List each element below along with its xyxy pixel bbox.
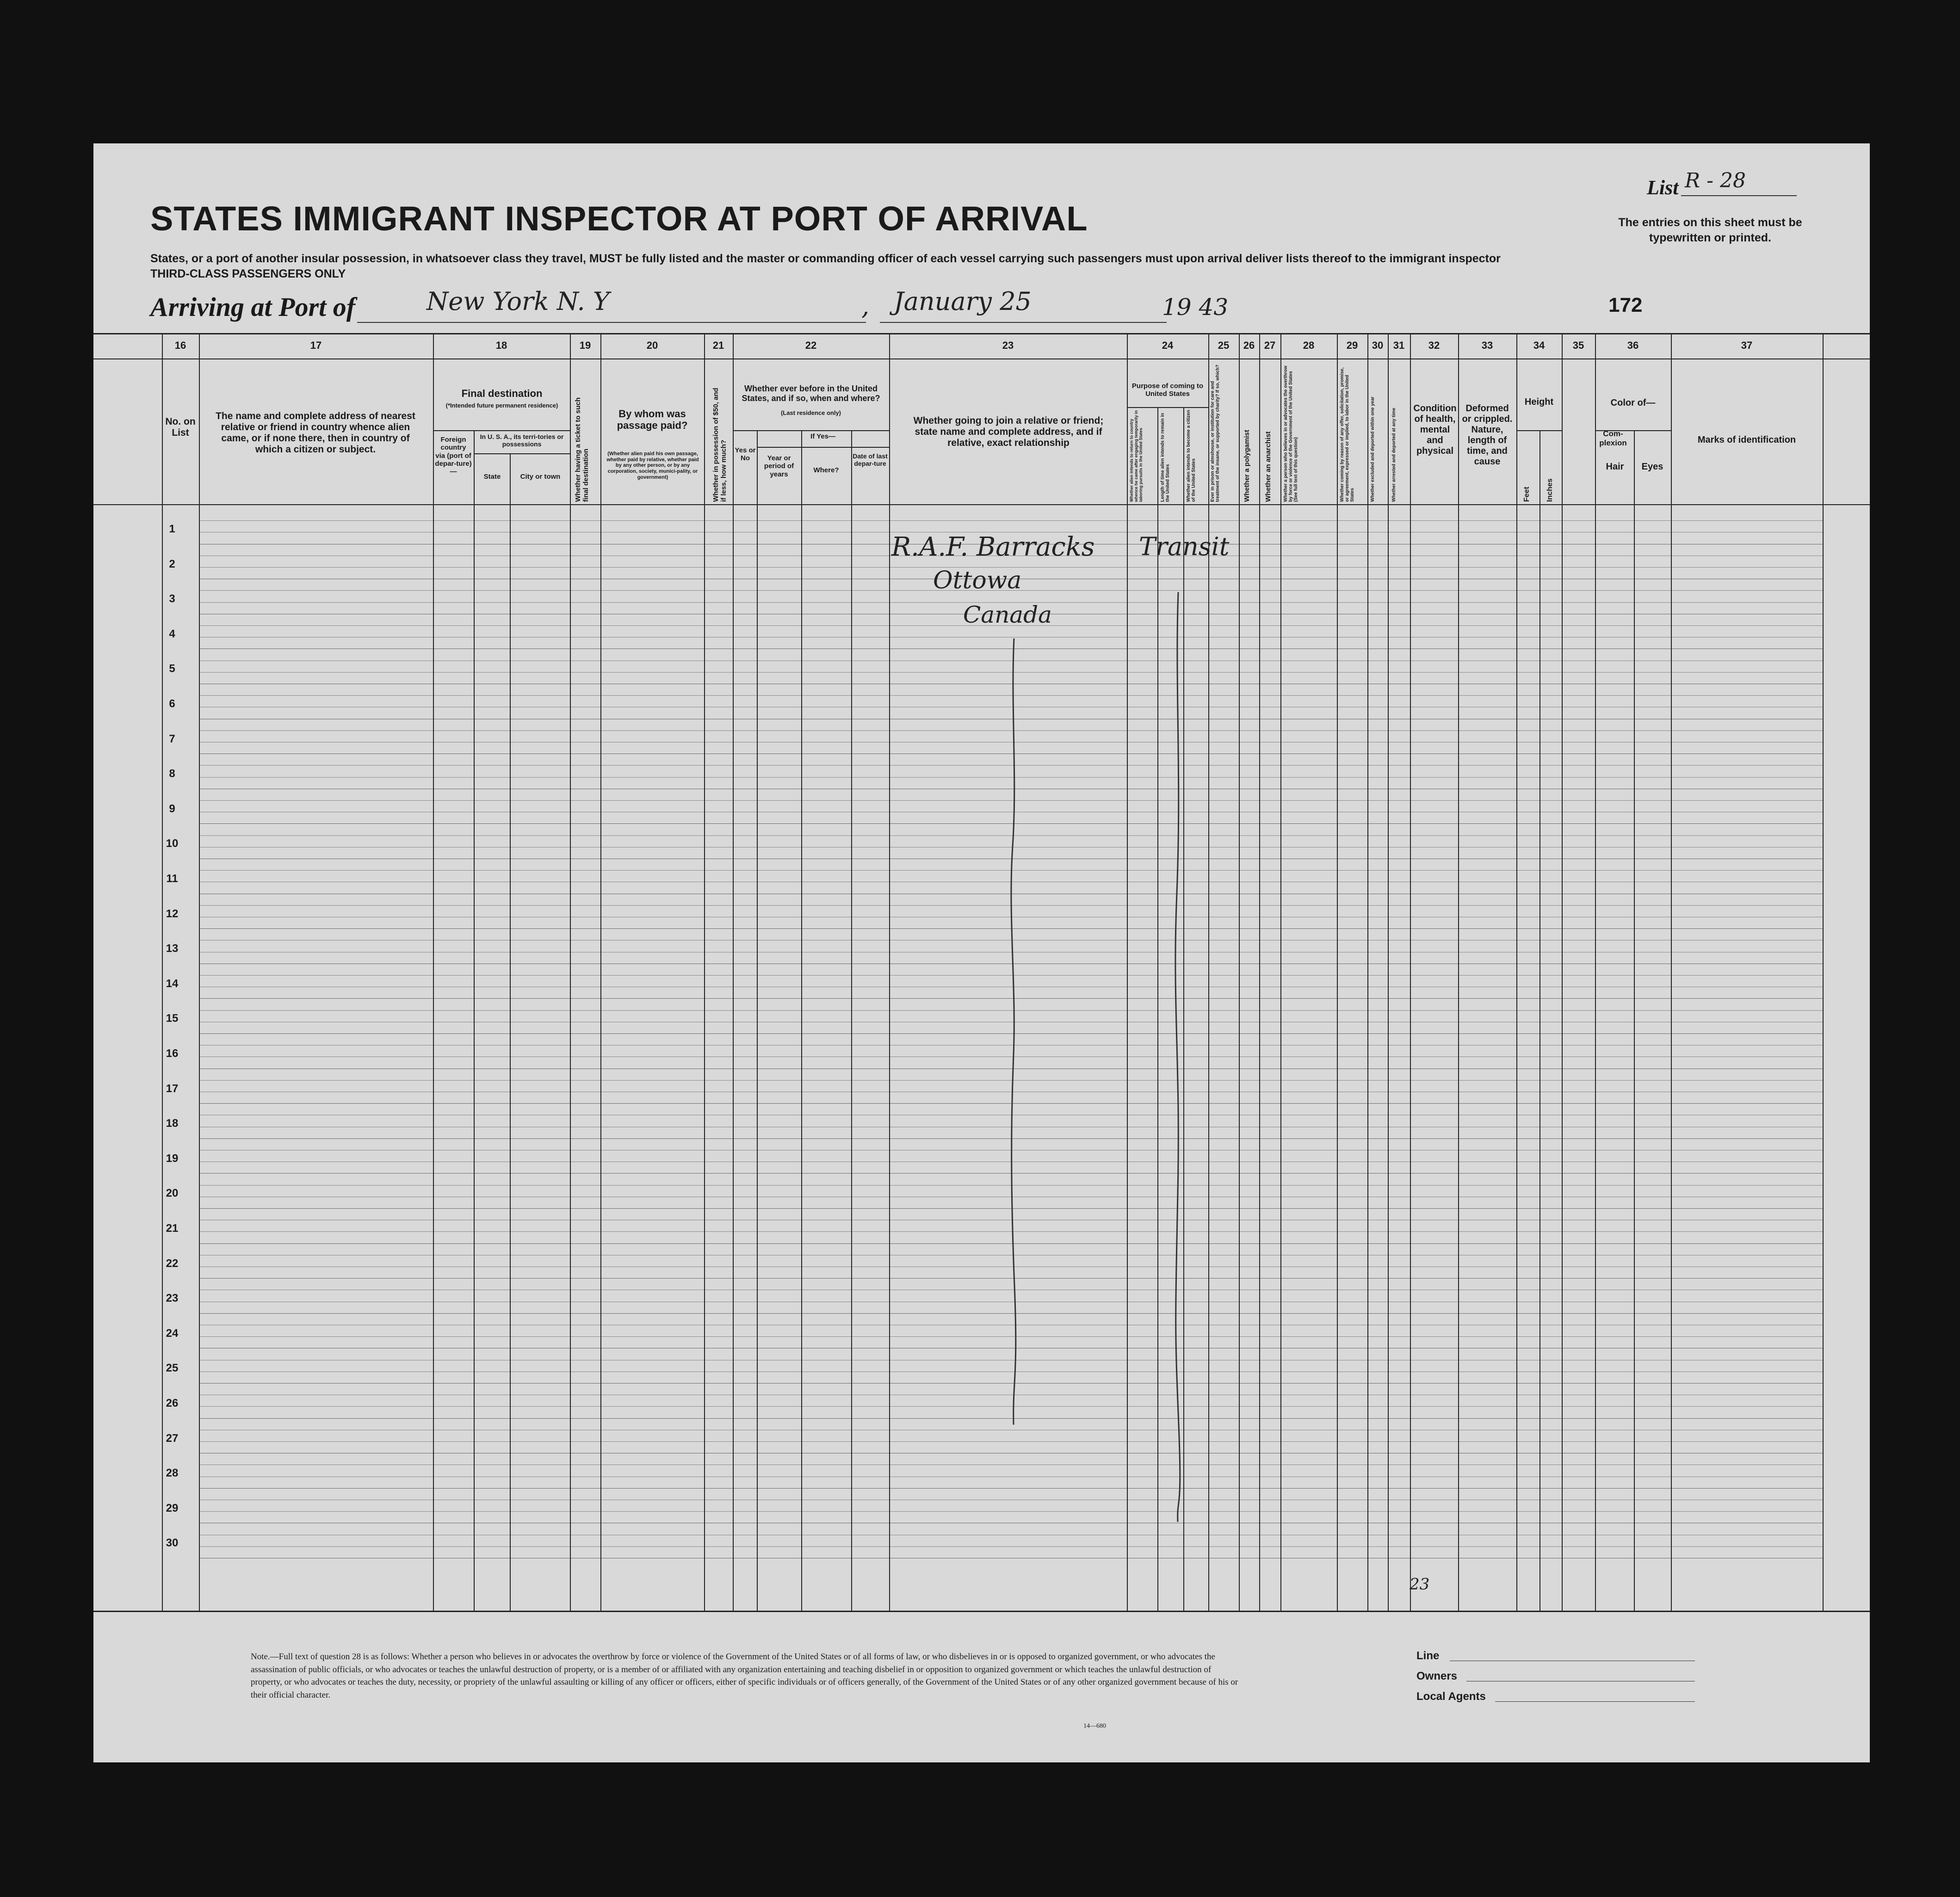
col-line [1280,333,1281,1611]
colnum-divider [93,358,1870,359]
row-number: 27 [166,1432,179,1445]
col-number-33: 33 [1481,340,1493,351]
port-underline [357,322,866,323]
row-number: 5 [169,662,175,675]
row-number: 14 [166,977,179,990]
col-number-26: 26 [1243,340,1255,351]
col-number-37: 37 [1741,340,1753,351]
ruling-line [199,1488,1823,1489]
date-underline [880,322,1167,323]
hdr-city: City or town [520,473,561,481]
row-number: 9 [169,802,175,815]
col-line [570,333,571,1611]
comma: , [861,291,870,321]
hdr-purpose-citizen: Whether alien intends to become a citizen of the United States [1186,410,1196,502]
col-number-28: 28 [1303,340,1315,351]
ruling-line [199,1511,1823,1512]
col-number-27: 27 [1264,340,1276,351]
manifest-sheet [93,143,1870,1762]
hdr-inches: Inches [1546,478,1554,502]
hdr-feet: Feet [1523,487,1531,502]
row-number: 8 [169,767,175,780]
hdr-arrested: Whether arrested and deported at any time [1391,408,1397,502]
col-line [851,430,852,1611]
row-number: 10 [166,837,179,850]
entry-join-line2: Ottowa [933,567,1022,594]
hdr-final-destination-note: (*Intended future permanent residence) [445,402,558,409]
col-line [1516,333,1517,1611]
ruling-line [199,1464,1823,1465]
col-number-19: 19 [579,340,591,351]
hdr-before-in-us: Whether ever before in the United States, and if so, when and where? [742,384,880,403]
col-line [1337,333,1338,1611]
col-number-21: 21 [712,340,724,351]
ditto-mark-col24 [1171,592,1185,1526]
hdr-polygamist: Whether a polygamist [1243,430,1251,502]
subhdr-line [733,430,889,431]
hdr-passage-paid: By whom was passage paid? [617,408,688,432]
col-line [1367,333,1368,1611]
col-line [474,430,475,1611]
line-label: Line [1416,1650,1440,1662]
row-number: 18 [166,1117,179,1130]
col-line [1458,333,1459,1611]
page-title: STATES IMMIGRANT INSPECTOR AT PORT OF ARRIVAL [150,199,1088,238]
hdr-ticket: Whether having a ticket to such final destination [574,397,590,502]
row-number: 3 [169,593,175,606]
hdr-in-usa: In U. S. A., its terri-tories or possessions [480,433,564,448]
header-bottom-line [93,504,1870,505]
stamp-number: 172 [1608,294,1643,316]
hdr-nearest-relative: The name and complete address of nearest relative or friend in country whence alien came, or if none there, then in country of which a citizen or subject. [216,411,415,455]
table-bottom-line [93,1611,1870,1612]
row-number: 12 [166,907,179,920]
row-number: 17 [166,1082,179,1095]
hdr-no-on-list: No. on List [165,416,196,439]
hdr-color: Color of— [1610,398,1656,408]
hdr-fifty-dollars: Whether in possession of $50, and if less, how much? [712,388,728,502]
ruling-line [199,1441,1823,1442]
hdr-overthrow: Whether a person who believes in or advocates the overthrow by force or violence of the Government of the United States (See full text of this question) [1283,365,1298,502]
col-line [510,453,511,1611]
hdr-purpose-return: Whether alien intends to return to country whence he came after engaging temporarily in laboring pursuits in the United States [1129,410,1143,502]
hdr-foreign-country: Foreign country via (port of depar-ture)— [435,436,472,476]
col-number-23: 23 [1002,340,1014,351]
agents-underline [1495,1701,1695,1702]
col-line [600,333,601,1611]
col-line [1259,333,1260,1611]
row-number: 15 [166,1012,179,1025]
row-number: 28 [166,1467,179,1480]
col-line [1823,333,1824,1611]
col-line [1634,430,1635,1611]
col-number-16: 16 [174,340,186,351]
footnote: Note.—Full text of question 28 is as follows: Whether a person who believes in or advocates the overthrow by force or violence of the Government of the United States or of all forms of law, or who disbelieves in or is opposed to organized government, or who advocates the assassination of public officials, or who advocates or teaches the unlawful destruction of property, or is a member of or affiliated with any organization entertaining and teaching disbelief in or opposition to organized government or which teaches the unlawful destruction of property, or who advocates or teaches the duty, necessity, or propriety of the unlawful assaulting or killing of any officer or officers, either of specific individuals or of officers generally, of the Government of the United States or of any other organized government because of his or their official character. [251,1652,1238,1700]
entry-join-line3: Canada [963,601,1052,628]
hdr-last-residence: (Last residence only) [780,409,841,416]
form-number: 14—680 [1083,1723,1106,1730]
col-line [1157,407,1158,1611]
row-number: 11 [166,872,178,885]
hdr-deformed: Deformed or crippled. Nature, length of time, and cause [1462,403,1513,467]
year-value: 19 43 [1162,294,1229,321]
port-value: New York N. Y [427,287,610,316]
col-number-31: 31 [1393,340,1405,351]
subhdr-line [433,430,570,431]
row-number: 25 [166,1362,179,1375]
hdr-if-yes: If Yes— [810,433,835,440]
row-number: 1 [169,523,175,535]
col-line [801,430,802,1611]
col-number-35: 35 [1572,340,1584,351]
list-label: List [1647,176,1679,199]
col-number-36: 36 [1627,340,1639,351]
row-number: 13 [166,942,179,955]
hdr-marks: Marks of identification [1697,435,1796,445]
row-number: 23 [166,1292,179,1305]
hdr-excluded: Whether excluded and deported within one year [1370,396,1375,502]
hdr-where: Where? [813,466,839,474]
entry-mark-29: 23 [1410,1575,1430,1594]
row-number: 4 [169,627,175,640]
row-number: 2 [169,557,175,570]
hdr-final-destination: Final destination [461,388,543,399]
list-underline [1681,195,1797,196]
col-number-20: 20 [646,340,658,351]
col-line [199,333,200,1611]
subtitle: States, or a port of another insular possession, in whatsoever class they travel, MUST be fully listed and the master or commanding officer of each vessel carrying such passengers must upon arrival deliver lists thereof to the immigrant inspector [150,252,1501,265]
subhdr-line [1516,430,1562,431]
table-top-line [93,333,1870,334]
arriving-label: Arriving at Port of [150,292,356,322]
ruling-line [199,1546,1823,1547]
sheet-instructions: The entries on this sheet must be typewritten or printed. [1618,216,1802,244]
row-number: 30 [166,1537,179,1550]
ruling-line [199,520,1823,521]
ditto-mark-col23 [1007,638,1021,1429]
subhdr-line [474,453,570,454]
col-line [733,333,734,1611]
row-number: 6 [169,698,175,710]
col-number-32: 32 [1428,340,1440,351]
hdr-date-departure: Date of last depar-ture [853,452,888,468]
hdr-purpose: Purpose of coming to United States [1131,382,1204,398]
subhdr-line [1127,407,1208,408]
hdr-hair: Hair [1606,462,1624,472]
row-number: 19 [166,1152,179,1165]
col-line [1562,333,1563,1611]
hdr-height: Height [1524,397,1554,407]
col-number-29: 29 [1346,340,1358,351]
hdr-passage-note: (Whether alien paid his own passage, whether paid by relative, whether paid by any other person, or by any corporation, society, munici-pality, or government) [606,451,699,480]
hdr-prison: Ever in prison or almshouse, or institution for care and treatment of the insane, or supported by charity? If so, which? [1210,365,1220,502]
col-line [1127,333,1128,1611]
hdr-complexion: Com-plexion [1599,429,1627,447]
row-number: 7 [169,732,175,745]
col-line [1239,333,1240,1611]
row-number: 16 [166,1047,179,1060]
date-value: January 25 [894,287,1032,316]
row-number: 26 [166,1397,179,1409]
hdr-labor-offer: Whether coming by reason of any offer, solicitation, promise, or agreement, expressed or implied, to labor in the United States [1340,367,1355,502]
col-number-34: 34 [1533,340,1545,351]
entry-join-line1: R.A.F. Barracks [891,532,1095,562]
col-number-17: 17 [310,340,322,351]
hdr-anarchist: Whether an anarchist [1264,431,1272,502]
col-line [1671,333,1672,1611]
entry-purpose: Transit [1139,532,1230,561]
col-line [1208,333,1209,1611]
hdr-purpose-length: Length of time alien intends to remain in the United States [1160,413,1170,502]
col-line [1595,333,1596,1611]
hdr-health: Condition of health, mental and physical [1413,403,1457,456]
col-line [889,333,890,1611]
subhdr-line [757,447,889,448]
col-number-22: 22 [805,340,817,351]
row-number: 24 [166,1327,179,1340]
agents-label: Local Agents [1416,1690,1486,1703]
col-line [704,333,705,1611]
row-number: 29 [166,1502,179,1514]
hdr-eyes: Eyes [1641,462,1663,472]
col-number-24: 24 [1162,340,1174,351]
col-number-30: 30 [1372,340,1384,351]
col-line [757,430,758,1611]
col-number-25: 25 [1218,340,1230,351]
row-number: 22 [166,1257,179,1270]
owners-label: Owners [1416,1670,1458,1682]
col-number-18: 18 [495,340,507,351]
col-line [1410,333,1411,1611]
list-value: R - 28 [1685,169,1746,192]
row-number: 20 [166,1187,179,1200]
hdr-join-relative: Whether going to join a relative or friend; state name and complete address, and if relative, exact relationship [913,415,1104,449]
hdr-state: State [483,473,501,481]
class-line: THIRD-CLASS PASSENGERS ONLY [150,267,346,280]
col-line [433,333,434,1611]
row-number: 21 [166,1222,179,1235]
hdr-year-period: Year or period of years [764,454,794,478]
hdr-yes-no: Yes or No [735,446,756,463]
col-line [1388,333,1389,1611]
